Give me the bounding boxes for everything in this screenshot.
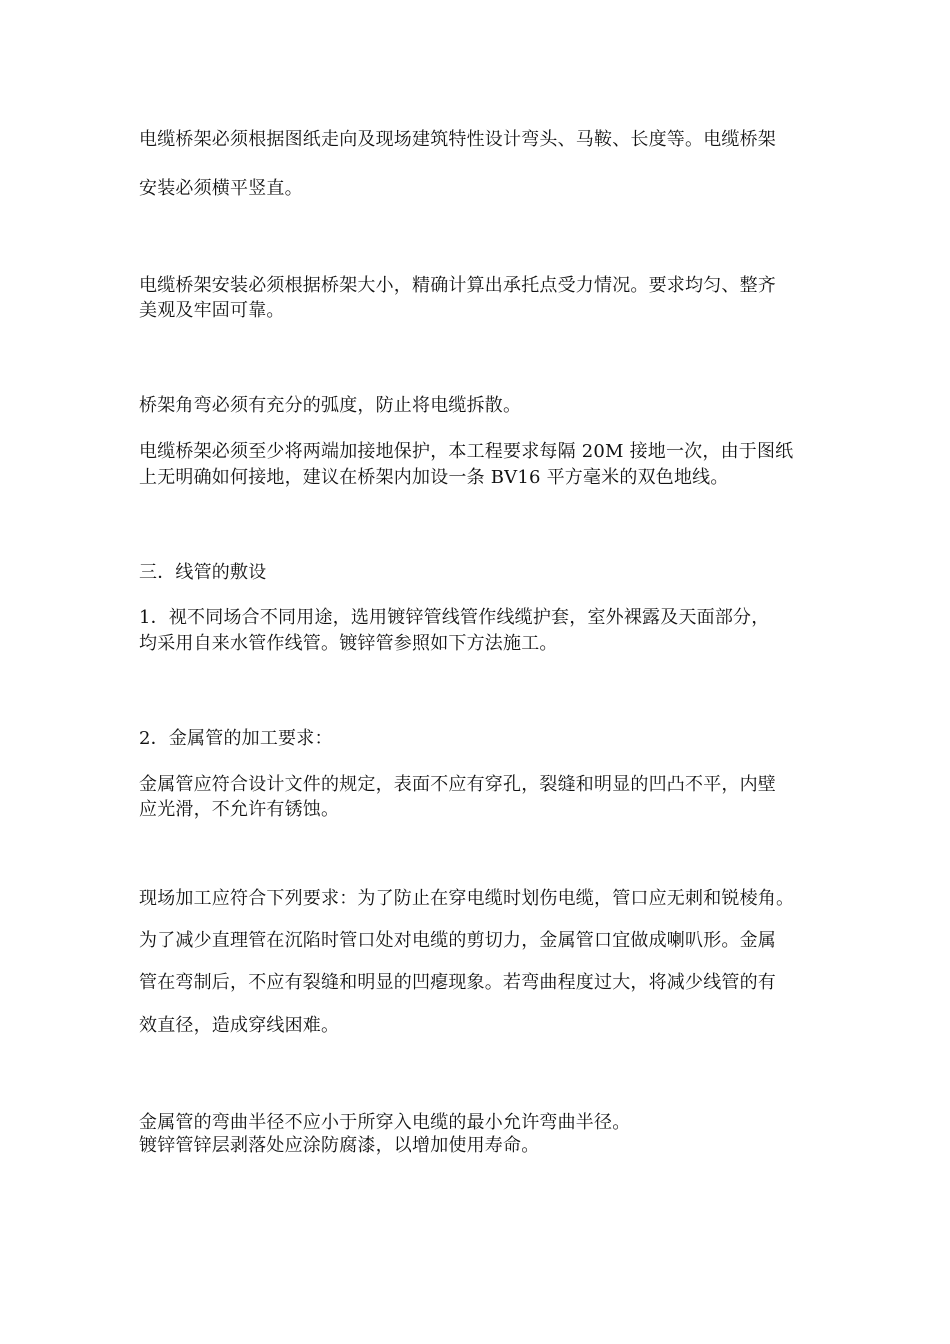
item-1-line-2: 均采用自来水管作线管。镀锌管参照如下方法施工。 [139, 633, 558, 654]
paragraph-4-line-1: 电缆桥架必须至少将两端加接地保护，本工程要求每隔 20M 接地一次，由于图纸 [139, 441, 794, 462]
paragraph-3-line-1: 桥架角弯必须有充分的弧度，防止将电缆拆散。 [139, 395, 522, 416]
paragraph-5-line-1: 金属管应符合设计文件的规定，表面不应有穿孔，裂缝和明显的凹凸不平，内壁 [139, 774, 776, 795]
paragraph-7-line-1: 金属管的弯曲半径不应小于所穿入电缆的最小允许弯曲半径。 [139, 1112, 631, 1133]
paragraph-6-line-3: 管在弯制后，不应有裂缝和明显的凹瘪现象。若弯曲程度过大，将减少线管的有 [139, 972, 776, 993]
item-2-heading: 2．金属管的加工要求： [139, 728, 333, 749]
paragraph-6-line-1: 现场加工应符合下列要求：为了防止在穿电缆时划伤电缆，管口应无刺和锐棱角。 [139, 888, 795, 909]
paragraph-2-line-2: 美观及牢固可靠。 [139, 300, 285, 321]
paragraph-7-line-2: 镀锌管锌层剥落处应涂防腐漆，以增加使用寿命。 [139, 1135, 540, 1156]
paragraph-2-line-1: 电缆桥架安装必须根据桥架大小，精确计算出承托点受力情况。要求均匀、整齐 [139, 275, 776, 296]
paragraph-1-line-2: 安装必须横平竖直。 [139, 178, 303, 199]
paragraph-1-line-1: 电缆桥架必须根据图纸走向及现场建筑特性设计弯头、马鞍、长度等。电缆桥架 [139, 129, 776, 150]
paragraph-6-line-2: 为了减少直理管在沉陷时管口处对电缆的剪切力，金属管口宜做成喇叭形。金属 [139, 930, 776, 951]
section-heading: 三．线管的敷设 [139, 562, 267, 583]
paragraph-5-line-2: 应光滑，不允许有锈蚀。 [139, 799, 340, 820]
paragraph-4-line-2: 上无明确如何接地，建议在桥架内加设一条 BV16 平方毫米的双色地线。 [139, 467, 729, 488]
paragraph-6-line-4: 效直径，造成穿线困难。 [139, 1015, 340, 1036]
item-1-line-1: 1．视不同场合不同用途，选用镀锌管线管作线缆护套，室外裸露及天面部分， [139, 607, 770, 628]
